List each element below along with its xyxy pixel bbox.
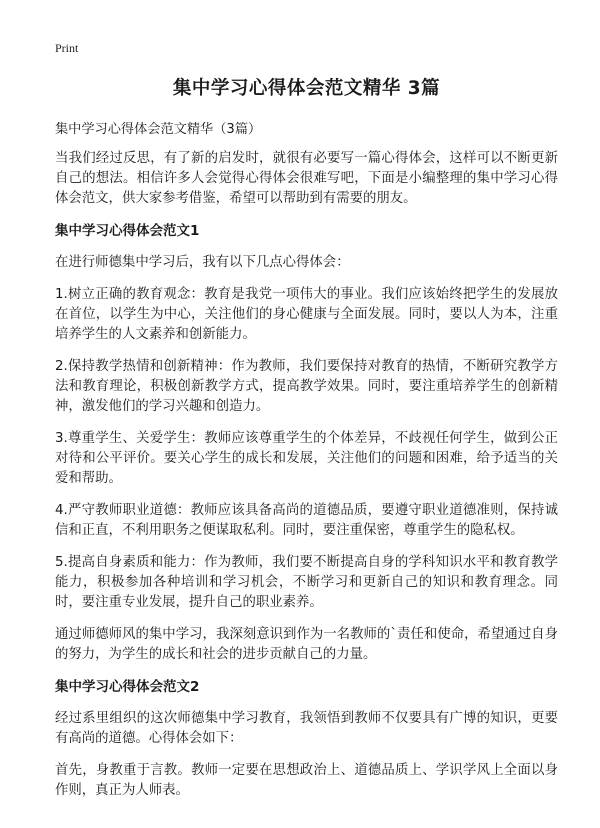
section-heading-2: 集中学习心得体会范文2: [55, 679, 200, 695]
section1-point-1: 1.树立正确的教育观念：教育是我党一项伟大的事业。我们应该始终把学生的发展放在首位，以学生为中心，关注他们的身心健康与全面发展。同时，要以人为本，注重培养学生的人文素养和创新能力。: [55, 287, 558, 342]
section1-conclusion: 通过师德师风的集中学习，我深刻意识到作为一名教师的`责任和使命，希望通过自身的努力，为学生的成长和社会的进步贡献自己的力量。: [55, 627, 558, 662]
section1-point-5: 5.提高自身素质和能力：作为教师，我们要不断提高自身的学科知识水平和教育教学能力，积极参加各种培训和学习机会，不断学习和更新自己的知识和教育理念。同时，要注重专业发展，提升自己的职业素养。: [55, 555, 558, 610]
section2-point-1: 首先，身教重于言教。教师一定要在思想政治上、道德品质上、学识学风上全面以身作则，真正为人师表。: [55, 763, 558, 798]
print-label: Print: [55, 41, 79, 55]
document-subtitle: 集中学习心得体会范文精华（3篇）: [55, 122, 262, 137]
section1-lead: 在进行师德集中学习后，我有以下几点心得体会：: [55, 255, 350, 270]
section-heading-1: 集中学习心得体会范文1: [55, 223, 200, 239]
page-title: 集中学习心得体会范文精华 3篇: [172, 78, 441, 99]
intro-paragraph: 当我们经过反思，有了新的启发时，就很有必要写一篇心得体会，这样可以不断更新自己的想法。相信许多人会觉得心得体会很难写吧，下面是小编整理的集中学习心得体会范文，供大家参考借鉴，希望可以帮助到有需要的朋友。: [55, 151, 558, 206]
section2-lead: 经过系里组织的这次师德集中学习教育，我领悟到教师不仅要具有广博的知识，更要有高尚的道德。心得体会如下：: [55, 711, 558, 746]
section1-point-4: 4.严守教师职业道德：教师应该具备高尚的道德品质，要遵守职业道德准则，保持诚信和正直，不利用职务之便谋取私利。同时，要注重保密，尊重学生的隐私权。: [55, 503, 558, 538]
section1-point-3: 3.尊重学生、关爱学生：教师应该尊重学生的个体差异，不歧视任何学生，做到公正对待和公平评价。要关心学生的成长和发展，关注他们的问题和困难，给予适当的关爱和帮助。: [55, 431, 558, 486]
section1-point-2: 2.保持教学热情和创新精神：作为教师，我们要保持对教育的热情，不断研究教学方法和教育理论，积极创新教学方式，提高教学效果。同时，要注重培养学生的创新精神，激发他们的学习兴趣和创造力。: [55, 359, 558, 414]
